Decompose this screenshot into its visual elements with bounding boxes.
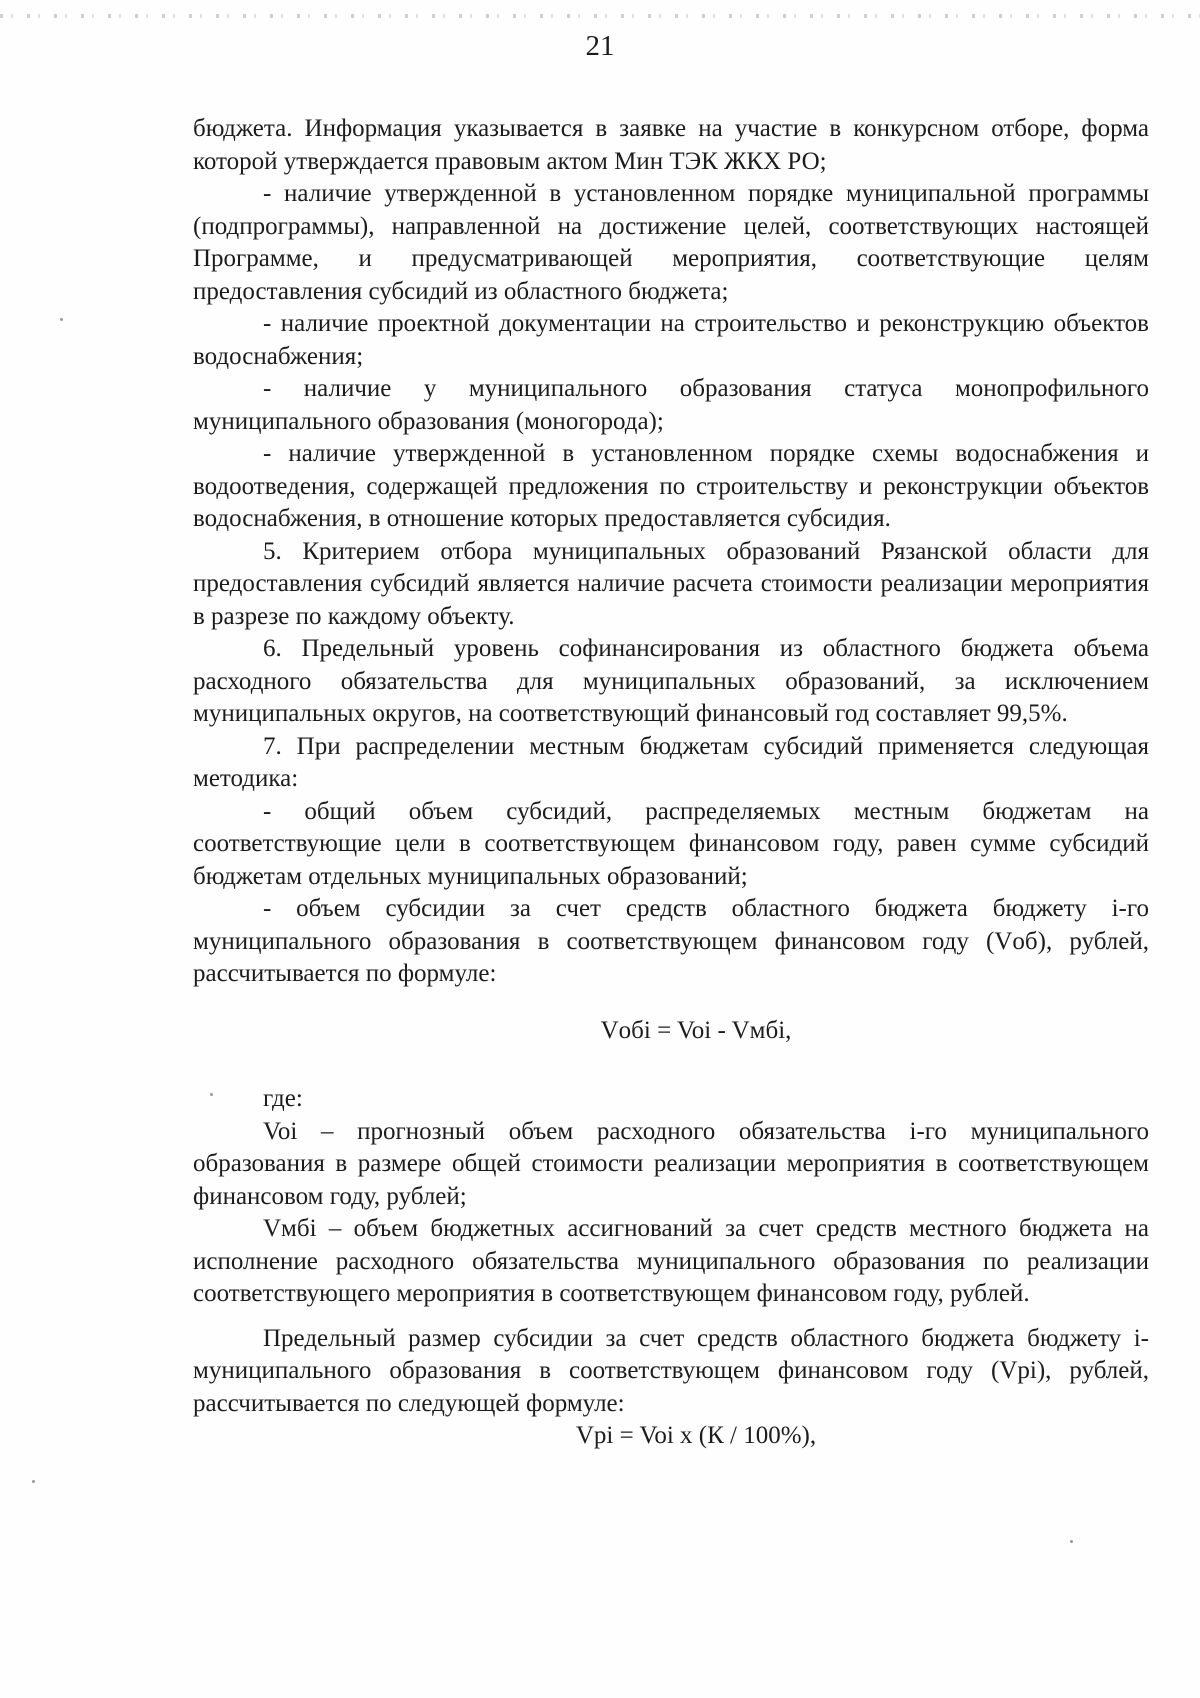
scan-speck (60, 318, 63, 321)
paragraph-water-supply-scheme: - наличие утвержденной в установленном порядке схемы водоснабжения и водоотведения, содержащей предложения по строительству и реконструкции объектов водоснабжения, в отношение которых предоставляется субсидия. (193, 440, 1149, 532)
scan-artifact-line (0, 14, 1200, 18)
scan-speck (32, 1480, 35, 1483)
page-number: 21 (585, 30, 615, 62)
formula-subsidy-volume: Vобi = Voi - Vмбi, (600, 1016, 792, 1044)
paragraph-cofinancing-level: 6. Предельный уровень софинансирования из областного бюджета объема расходного обязательства для муниципальных образований, за исключением муниципальных округов, на соответствующий финансовый год составляет 99,5%. (193, 635, 1149, 727)
where-label: где: (263, 1085, 303, 1112)
definition-vmbi: Vмбi – объем бюджетных ассигнований за счет средств местного бюджета на исполнение расходного обязательства муниципального образования по реализации соответствующего мероприятия в соответствующем финансовом году, рублей. (193, 1215, 1149, 1307)
paragraph-total-subsidy: - общий объем субсидий, распределяемых местным бюджетам на соответствующие цели в соответствующем финансовом году, равен сумме субсидий бюджетам отдельных муниципальных образований; (193, 797, 1149, 890)
document-body (193, 113, 1149, 1453)
paragraph-max-subsidy: Предельный размер субсидии за счет средств областного бюджета бюджету i-муниципального образования в соответствующем финансовом году (Vpi), рублей, рассчитывается по следующей формуле: (193, 1324, 1149, 1417)
paragraph-project-documentation: - наличие проектной документации на строительство и реконструкцию объектов водоснабжения; (193, 310, 1149, 370)
definition-voi: Voi – прогнозный объем расходного обязательства i-го муниципального образования в размере общей стоимости реализации мероприятия в соответствующем финансовом году, рублей; (193, 1117, 1149, 1210)
paragraph-distribution-method: 7. При распределении местным бюджетам субсидий применяется следующая методика: (193, 732, 1149, 792)
paragraph-monotown-status: - наличие у муниципального образования статуса монопрофильного муниципального образования (моногорода); (193, 375, 1149, 435)
paragraph-selection-criterion: 5. Критерием отбора муниципальных образований Рязанской области для предоставления субсидий является наличие расчета стоимости реализации мероприятия в разрезе по каждому объекту. (193, 537, 1149, 630)
scan-speck (1070, 1540, 1073, 1543)
paragraph-subsidy-volume: - объем субсидии за счет средств областного бюджета бюджету i-го муниципального образования в соответствующем финансовом году (Vоб), рублей, рассчитывается по формуле: (193, 895, 1149, 987)
paragraph-municipal-program: - наличие утвержденной в установленном порядке муниципальной программы (подпрограммы), направленной на достижение целей, соответствующих настоящей Программе, и предусматривающей мероприятия, соответствующие целям предоставления субсидий из областного бюджета; (193, 180, 1149, 305)
paragraph-budget-info: бюджета. Информация указывается в заявке на участие в конкурсном отборе, форма которой утверждается правовым актом Мин ТЭК ЖКХ РО; (193, 115, 1149, 175)
scan-speck (210, 1093, 213, 1096)
formula-max-subsidy: Vpi = Voi x (К / 100%), (575, 1422, 817, 1449)
